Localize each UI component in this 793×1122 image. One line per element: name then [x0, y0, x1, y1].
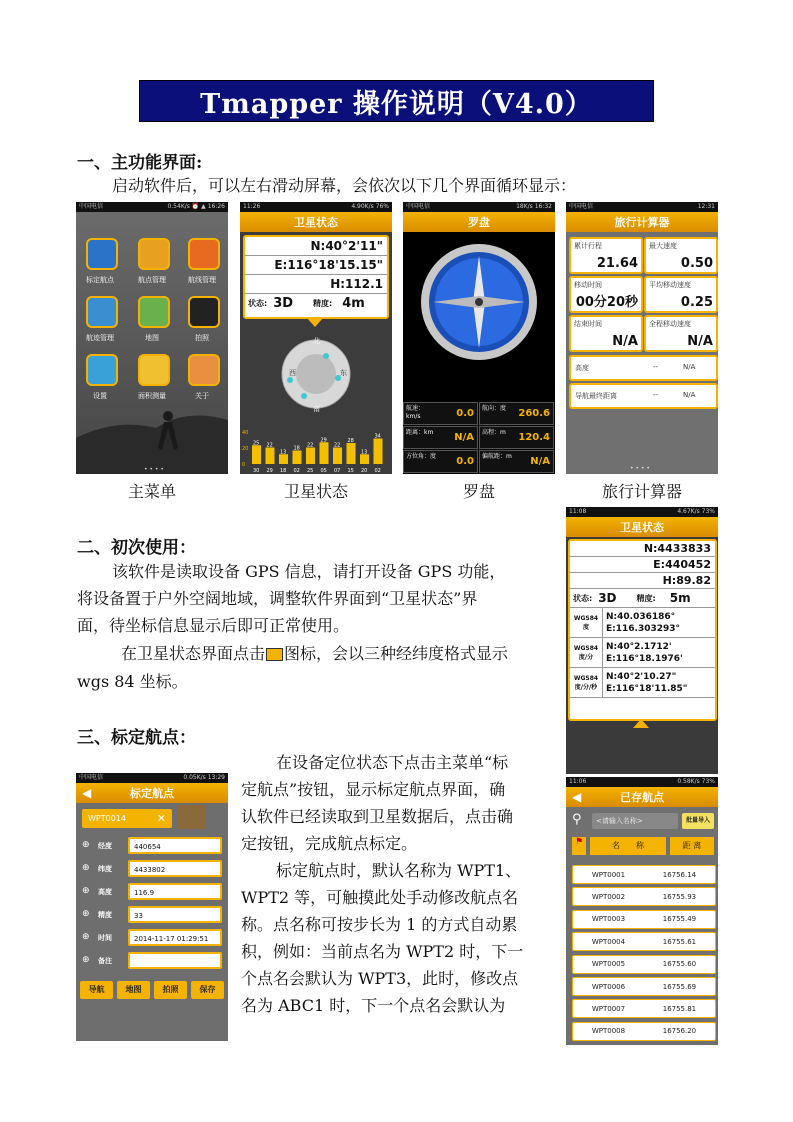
section3-line: WPT2 等，可触摸此处手动修改航点名 [241, 888, 519, 907]
readout-label: 偏航距：m [482, 453, 512, 460]
stat-label: 移动时间 [574, 281, 602, 289]
format-label: WGS84 度/分/秒 [570, 668, 603, 697]
readout-value: 260.6 [518, 408, 550, 419]
status-bar [76, 773, 228, 783]
section3-line: 称。点名称可按步长为 1 的方式自动累 [241, 915, 518, 934]
satellite-formats-screenshot [566, 507, 718, 774]
globe-icon: ⊕ [82, 909, 90, 919]
caption-compass: 罗盘 [462, 482, 495, 501]
globe-icon: ⊕ [82, 955, 90, 965]
field-input[interactable]: 33 [128, 906, 222, 923]
status-left: 11:08 [569, 508, 587, 515]
signal-bar [333, 448, 342, 465]
waypoint-name: WPT0004 [591, 937, 626, 946]
stat-value: 0.25 [680, 295, 713, 310]
north-value: N:4433833 [570, 541, 715, 557]
prn-label: 02 [374, 468, 381, 474]
status-right: 12:31 [697, 203, 715, 210]
coordinate-formats [570, 608, 715, 698]
table-header [572, 837, 714, 855]
status-bar [76, 202, 228, 212]
caption-trip-calculator: 旅行计算器 [601, 482, 682, 501]
section2-heading: 二、初次使用： [77, 538, 196, 558]
signal-bar [293, 451, 302, 465]
coords-card [568, 539, 717, 721]
stat-label: 平均移动速度 [649, 281, 691, 289]
section2-line1: 该软件是读取设备 GPS 信息，请打开设备 GPS 功能， [112, 562, 506, 581]
clear-icon[interactable]: ✕ [156, 812, 166, 825]
prn-label: 25 [307, 468, 314, 474]
waypoint-name: WPT0001 [591, 870, 626, 879]
waypoint-manage-icon[interactable] [138, 238, 170, 270]
signal-value-label: 13 [280, 449, 287, 456]
menu-label-mark: 标定航点 [86, 276, 114, 284]
waypoint-name: WPT0006 [591, 982, 626, 991]
section2-line5: wgs 84 坐标。 [77, 672, 188, 691]
status-right: 18K/s 16:32 [516, 203, 552, 210]
prn-label: 29 [266, 468, 273, 474]
format-row [570, 608, 715, 638]
compass-dial-icon [419, 242, 539, 362]
section2-line4-a: 在卫星状态界面点击 [121, 644, 266, 663]
table-row[interactable] [572, 932, 716, 951]
screen-title: 卫星状态 [294, 216, 338, 229]
stat-value: N/A [687, 334, 713, 349]
readout-label: 航速：km/s [406, 405, 425, 420]
action-button[interactable]: 拍照 [154, 981, 187, 999]
batch-import-button[interactable]: 批量导入 [682, 813, 714, 829]
menu-label-routes: 航线管理 [188, 276, 216, 284]
status-right: 0.54K/s ⏰ ▲ 16:26 [167, 203, 225, 210]
section3-line: 名为 ABC1 时，下一个点名会默认为 [241, 996, 506, 1015]
prn-label: 07 [334, 468, 341, 474]
status-right: 0.05K/s 13:29 [183, 774, 225, 781]
readout-label: 方位角：度 [406, 453, 437, 460]
format-lat: N:40.036186° [606, 611, 676, 622]
waypoint-name: WPT0005 [591, 960, 626, 969]
section3-line: 定航点”按钮，显示标定航点界面，确 [241, 780, 506, 799]
format-row [570, 668, 715, 698]
latitude-value: N:40°2'11" [245, 237, 387, 256]
compass-readout [479, 402, 554, 425]
app-bar [76, 783, 228, 803]
coords-card [243, 235, 389, 319]
search-input[interactable]: <请输入名称> [592, 813, 678, 829]
stat-value: N/A [612, 334, 638, 349]
signal-value-label: 29 [320, 437, 327, 444]
waypoint-distance: 16755.93 [662, 892, 697, 901]
section2-line3: 面，待坐标信息显示后即可正常使用。 [77, 616, 350, 635]
trip-row-dash: -- [653, 391, 659, 399]
table-row[interactable] [572, 955, 716, 974]
menu-label-tracks: 航迹管理 [86, 334, 114, 342]
field-label: 时间 [98, 934, 112, 942]
accuracy-label: 精度: [313, 299, 333, 308]
trip-row-label: 导航最终距离 [575, 392, 617, 400]
field-label: 纬度 [98, 865, 112, 873]
south-label: 南 [313, 405, 320, 413]
stat-value: 21.64 [596, 256, 638, 271]
photo-thumbnail-icon[interactable] [178, 805, 206, 829]
trip-row-value: N/A [683, 363, 696, 371]
globe-icon: ⊕ [82, 863, 90, 873]
camera-icon[interactable] [188, 296, 220, 328]
page-indicator: • • • • [630, 465, 650, 472]
stat-label: 结束时间 [574, 320, 602, 328]
app-bar [566, 517, 718, 537]
compass-readout [479, 450, 554, 473]
trip-stat-card [569, 315, 643, 352]
status-left: 中国电信 [406, 203, 431, 210]
about-icon[interactable] [188, 354, 220, 386]
field-label: 备注 [98, 957, 112, 965]
waypoint-distance: 16756.14 [662, 870, 697, 879]
signal-bar [374, 439, 383, 465]
signal-bar [306, 448, 315, 465]
stat-label: 累计行程 [574, 242, 602, 250]
compass-readout [403, 426, 478, 449]
signal-bar [360, 454, 369, 464]
track-manage-icon[interactable] [86, 296, 118, 328]
readout-value: N/A [454, 432, 474, 443]
status-bar [403, 202, 555, 212]
caption-satellite-status: 卫星状态 [283, 482, 348, 501]
area-measure-icon[interactable] [138, 354, 170, 386]
axis-zero-label: 0 [242, 462, 246, 468]
readout-label: 距离：km [406, 429, 434, 436]
section3-line: 标定航点时，默认名称为 WPT1、 [276, 861, 522, 880]
signal-value-label: 22 [266, 442, 273, 449]
app-bar [240, 212, 392, 232]
section2-line4-b: 图标，会以三种经纬度格式显示 [284, 644, 509, 663]
menu-label-camera: 拍照 [195, 334, 209, 342]
state-label: 状态: [248, 299, 268, 308]
table-row[interactable] [572, 1022, 716, 1041]
signal-value-label: 22 [334, 442, 341, 449]
prn-label: 05 [320, 468, 327, 474]
trip-row [569, 355, 718, 381]
status-left: 11:26 [243, 203, 261, 210]
collapse-icon[interactable] [633, 719, 649, 728]
field-input[interactable]: 2014-11-17 01:29:51 [128, 929, 222, 946]
signal-bar [252, 445, 261, 464]
readout-value: N/A [530, 456, 550, 467]
signal-bar [347, 443, 356, 464]
app-bar [566, 787, 718, 807]
waypoint-distance: 16755.49 [662, 915, 697, 924]
waypoint-name: WPT0007 [591, 1004, 626, 1013]
status-bar [566, 777, 718, 787]
table-row[interactable] [572, 977, 716, 996]
back-arrow-icon[interactable]: ◀ [572, 790, 582, 804]
trip-row-dash: -- [653, 363, 659, 371]
page-indicator: • • • • [144, 466, 164, 473]
signal-value-label: 13 [361, 449, 368, 456]
app-bar [566, 212, 718, 232]
field-label: 高度 [98, 888, 112, 896]
readout-value: 120.4 [518, 432, 550, 443]
compass-screenshot [403, 202, 555, 474]
height-value: H:89.82 [570, 573, 715, 589]
waypoint-name: WPT0008 [591, 1027, 626, 1036]
readout-value: 0.0 [456, 408, 474, 419]
field-label: 精度 [98, 911, 112, 919]
screen-title: 卫星状态 [620, 521, 664, 534]
stat-value: 00分20秒 [575, 295, 638, 310]
prn-label: 18 [280, 468, 287, 474]
east-value: E:440452 [570, 557, 715, 573]
north-label: 北 [313, 337, 320, 345]
action-button[interactable]: 保存 [191, 981, 224, 999]
section3-line: 积，例如：当前点名为 WPT2 时，下一 [241, 942, 524, 961]
waypoint-name: WPT0003 [591, 915, 626, 924]
waypoint-distance: 16755.61 [662, 937, 697, 946]
readout-label: 高程：m [482, 429, 506, 436]
accuracy-value: 5m [669, 591, 691, 605]
trip-calculator-screenshot [566, 202, 718, 474]
axis-top-label: 40 [242, 430, 249, 436]
back-arrow-icon[interactable]: ◀ [82, 786, 92, 800]
format-lat: N:40°2.1712' [606, 641, 672, 652]
globe-icon: ⊕ [82, 840, 90, 850]
state-label: 状态: [573, 593, 593, 603]
waypoint-name: WPT0002 [591, 892, 626, 901]
menu-label-waypoints: 航点管理 [138, 276, 166, 284]
column-distance[interactable]: 距 离 [670, 837, 714, 855]
section2-line2: 将设备置于户外空阔地域，调整软件界面到“卫星状态”界 [77, 589, 478, 608]
action-button[interactable]: 导航 [80, 981, 113, 999]
signal-value-label: 28 [347, 438, 354, 444]
format-lat: N:40°2'10.27" [606, 671, 677, 682]
prn-label: 20 [361, 468, 368, 474]
format-lon: E:116°18'11.85" [606, 683, 688, 694]
waypoint-distance: 16755.60 [662, 960, 697, 969]
trip-row-value: N/A [683, 391, 696, 399]
status-left: 中国电信 [569, 203, 594, 210]
format-lon: E:116°18.1976' [606, 653, 683, 664]
section3-line: 在设备定位状态下点击主菜单“标 [276, 753, 509, 772]
longitude-value: E:116°18'15.15" [245, 256, 387, 275]
trip-stat-card [644, 276, 718, 313]
table-row[interactable] [572, 887, 716, 906]
compass-readout [479, 426, 554, 449]
screen-title: 标定航点 [130, 787, 174, 800]
signal-bar [266, 448, 275, 465]
field-input[interactable]: 116.9 [128, 883, 222, 900]
trip-row [569, 383, 718, 409]
saved-waypoints-screenshot [566, 777, 718, 1045]
status-left: 中国电信 [79, 203, 104, 210]
menu-label-settings: 设置 [93, 392, 107, 400]
waypoint-name: WPT0014 [88, 814, 126, 823]
state-value: 3D [273, 296, 294, 311]
state-value: 3D [598, 591, 617, 605]
status-bar [240, 202, 392, 212]
prn-label: 30 [253, 468, 260, 474]
axis-mid-label: 20 [242, 446, 249, 452]
signal-value-label: 25 [253, 440, 260, 447]
menu-label-map: 地图 [145, 334, 159, 342]
signal-value-label: 22 [307, 442, 314, 449]
globe-icon: ⊕ [82, 886, 90, 896]
screen-title: 已存航点 [620, 791, 664, 804]
trip-row-label: 高度 [575, 364, 589, 372]
screen-title: 罗盘 [468, 216, 490, 229]
hikers-silhouette-image [76, 398, 228, 474]
globe-icon: ⊕ [82, 932, 90, 942]
waypoint-name-field[interactable] [82, 809, 172, 828]
status-right: 4.90K/s 76% [351, 203, 389, 210]
signal-bar [320, 442, 329, 464]
status-bar [566, 507, 718, 517]
signal-value-label: 34 [374, 433, 381, 440]
flag-icon: ⚑ [572, 837, 586, 855]
section3-line: 个点名会默认为 WPT3，此时，修改点 [241, 969, 519, 988]
compass-readout [403, 402, 478, 425]
section3-line: 认软件已经读取到卫星数据后，点击确 [241, 807, 514, 826]
section3-line: 定按钮，完成航点标定。 [241, 834, 418, 853]
accuracy-label: 精度: [636, 593, 656, 603]
caption-main-menu: 主菜单 [127, 482, 176, 501]
stat-value: 0.50 [680, 256, 713, 271]
waypoint-distance: 16756.20 [662, 1027, 697, 1036]
field-input[interactable] [128, 952, 222, 969]
search-icon[interactable]: ⚲ [572, 812, 582, 827]
section1-text: 启动软件后，可以左右滑动屏幕，会依次以下几个界面循环显示： [112, 176, 577, 195]
readout-value: 0.0 [456, 456, 474, 467]
status-left: 11:06 [569, 778, 587, 785]
action-button[interactable]: 地图 [117, 981, 150, 999]
format-toggle-icon[interactable] [307, 318, 323, 327]
waypoint-distance: 16755.81 [662, 1004, 697, 1013]
menu-label-area: 面积测量 [138, 392, 166, 400]
prn-label: 02 [293, 468, 300, 474]
app-bar [403, 212, 555, 232]
settings-icon[interactable] [86, 354, 118, 386]
west-label: 西 [289, 369, 296, 377]
main-menu-screenshot [76, 202, 228, 474]
format-lon: E:116.303293° [606, 623, 681, 634]
route-manage-icon[interactable] [188, 238, 220, 270]
screen-title: 旅行计算器 [614, 216, 670, 229]
table-row[interactable] [572, 999, 716, 1018]
field-input[interactable]: 440654 [128, 837, 222, 854]
signal-bar-chart [240, 430, 392, 474]
section1-heading: 一、主功能界面: [77, 153, 203, 173]
document-title: Tmapper 操作说明（V4.0） [139, 80, 654, 122]
field-label: 经度 [98, 842, 112, 850]
section3-heading: 三、标定航点： [77, 728, 196, 748]
mark-waypoint-screenshot [76, 773, 228, 1041]
trip-stat-card [569, 276, 643, 313]
table-row[interactable] [572, 865, 716, 884]
prn-label: 15 [347, 468, 354, 474]
signal-bar [279, 454, 288, 464]
format-row [570, 638, 715, 668]
height-value: H:112.1 [245, 275, 387, 294]
field-input[interactable]: 4433802 [128, 860, 222, 877]
map-icon[interactable] [138, 296, 170, 328]
compass-readout [403, 450, 478, 473]
east-label: 东 [340, 369, 347, 377]
status-right: 0.58K/s 73% [677, 778, 715, 785]
format-label: WGS84 度 [570, 608, 603, 637]
signal-value-label: 18 [293, 445, 300, 452]
trip-stat-card [644, 315, 718, 352]
satellite-status-screenshot [240, 202, 392, 474]
stat-label: 最大速度 [649, 242, 677, 250]
toggle-format-icon [266, 648, 283, 661]
status-right: 4.67K/s 73% [677, 508, 715, 515]
accuracy-value: 4m [342, 296, 365, 311]
format-label: WGS84 度/分 [570, 638, 603, 667]
trip-stat-card [569, 237, 643, 274]
readout-label: 航向：度 [482, 405, 507, 412]
status-left: 中国电信 [79, 774, 104, 781]
section2-line4 [121, 640, 508, 667]
status-bar [566, 202, 718, 212]
stat-label: 全程移动速度 [649, 320, 691, 328]
menu-label-about: 关于 [195, 392, 209, 400]
mark-waypoint-icon[interactable] [86, 238, 118, 270]
trip-stat-card [644, 237, 718, 274]
column-name[interactable]: 名 称 [590, 837, 666, 855]
table-row[interactable] [572, 910, 716, 929]
waypoint-distance: 16755.69 [662, 982, 697, 991]
